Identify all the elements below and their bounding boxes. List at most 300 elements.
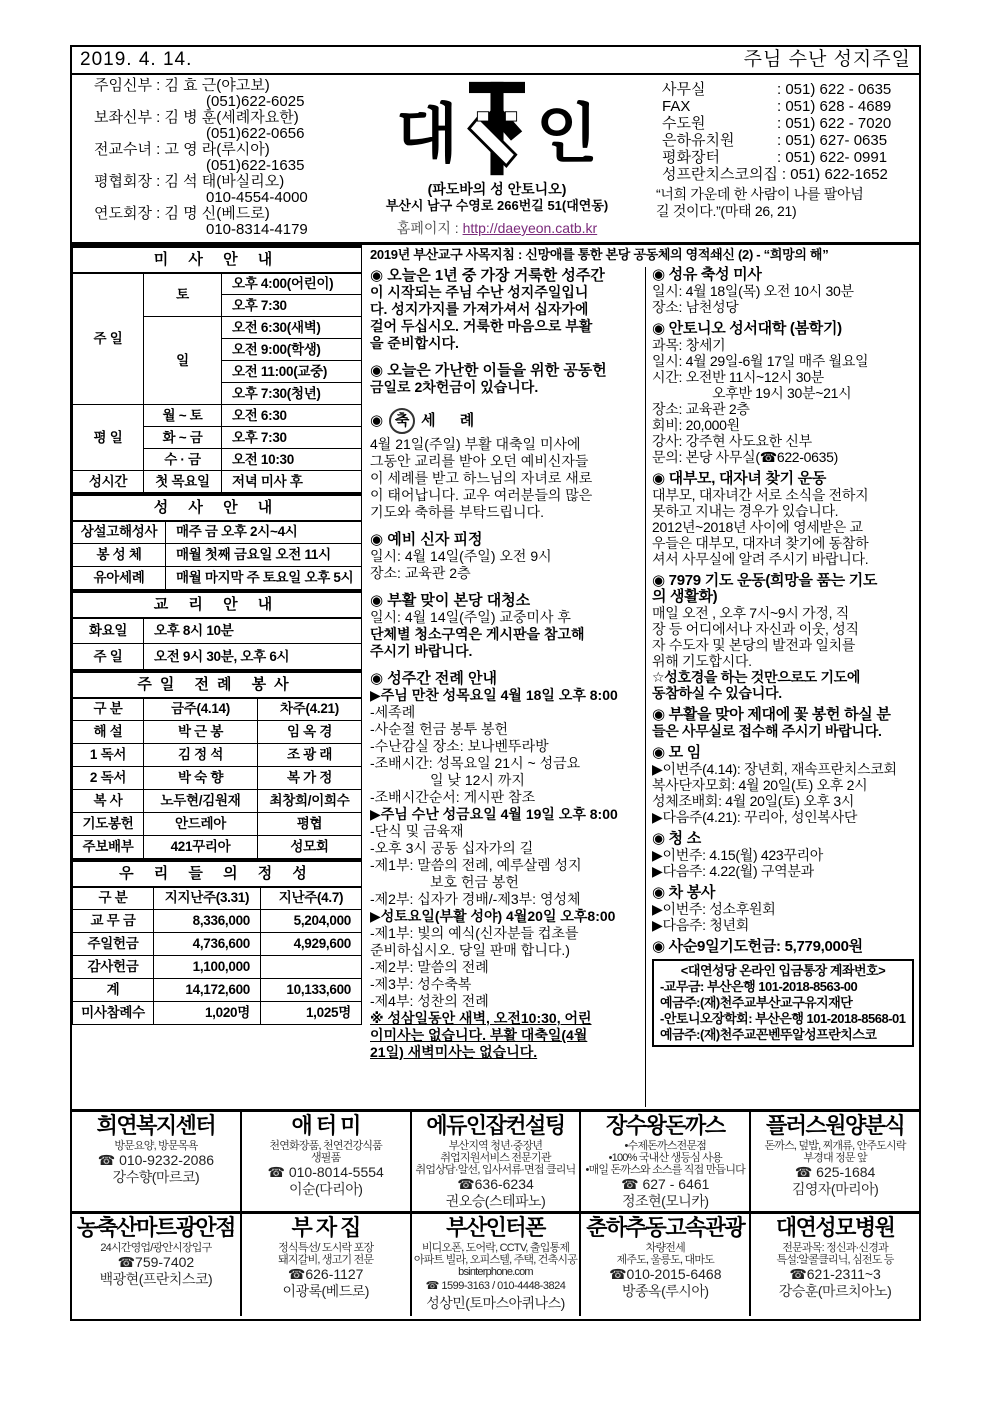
- saturday-label: 토: [144, 273, 222, 317]
- liturgy-title: 주일 전례 봉사: [73, 672, 362, 698]
- clergy-role: 보좌신부 :: [94, 109, 165, 126]
- pastoral-guideline-banner: 2019년 부산교구 사목지침 : 신망애를 통한 본당 공동체의 영적쇄신 (2) - “희망의 해”: [370, 247, 829, 262]
- announcement-line: ◉ 부활을 맞아 제대에 꽃 봉헌 하실 분: [652, 706, 891, 723]
- announcement: [652, 885, 914, 933]
- ad-line: 천연화장품, 천연건강식품: [269, 1140, 382, 1152]
- sacraments-table: [72, 493, 362, 590]
- ad-phone: ☎ 625-1684: [794, 1164, 876, 1180]
- ad-row: [72, 1112, 919, 1214]
- announcement-line: -제1부: 말씀의 전례, 예루살렘 성지: [370, 857, 582, 873]
- row-value: 매월 마지막 주 토요일 오후 5시: [166, 567, 362, 590]
- announcement-line: 그동안 교리를 받아 오던 예비신자들: [370, 453, 589, 469]
- table-cell: 기도봉헌: [73, 813, 144, 836]
- sunday-label: 주 일: [73, 273, 144, 405]
- ad-line: 특설:알콜클리닉, 심전도 등: [776, 1254, 894, 1266]
- ad-phone: ☎759-7402: [117, 1254, 195, 1270]
- announcement-line: -조배시간순서: 게시판 참조: [370, 789, 536, 805]
- announcement: [652, 745, 914, 825]
- ad-phone: ☎636-6234: [457, 1176, 534, 1192]
- announcement-line: 다. 성지가지를 가져가셔서 십자가에: [370, 301, 589, 317]
- announcement: [652, 267, 914, 315]
- contact-label: 수도원: [662, 115, 706, 132]
- announcement-line: 동참하실 수 있습니다.: [652, 685, 782, 701]
- clergy-name: 고 영 라(루시아): [164, 141, 270, 158]
- announcement-line: 이 세례를 받고 하느님의 자녀로 새로: [370, 470, 593, 486]
- ad-name: 농축산마트광안점: [76, 1215, 235, 1240]
- announcement-line: ◉ 성유 축성 미사: [652, 266, 762, 283]
- mass-time: 오전 6:30: [222, 405, 362, 427]
- announcement-line: 을 준비합시다.: [370, 335, 459, 351]
- announcement-line: 자 수도자 및 본당의 발전과 일치를: [652, 637, 856, 653]
- weekday-range: 수 · 금: [144, 449, 222, 471]
- announcement: [370, 592, 641, 660]
- announcement-line: ▶이번주: 성소후원회: [652, 901, 776, 917]
- announcement-line: 대부모, 대자녀간 서로 소식을 전하지: [652, 487, 869, 503]
- table-cell: 5,204,000: [261, 910, 362, 933]
- mass-time: 오후 7:30(청년): [222, 383, 362, 405]
- weekday-range: 월 ~ 토: [144, 405, 222, 427]
- announcement-line: 과목: 창세기: [652, 337, 726, 353]
- announcement-line: ▶이번주(4.14): 장년회, 재속프란치스코회: [652, 761, 897, 777]
- table-cell: 지난주(4.7): [261, 887, 362, 910]
- holy-hour-time: 저녁 미사 후: [222, 471, 362, 493]
- sponsor-ad: [751, 1214, 919, 1316]
- table-cell: 박 숙 향: [144, 767, 258, 790]
- announcement: [652, 471, 914, 567]
- announcement-line: ▶다음주: 청년회: [652, 917, 749, 933]
- contact-number: : 051) 628 - 4689: [777, 98, 892, 115]
- mass-title: 미 사 안 내: [73, 247, 362, 273]
- announcement-line: 시간: 오전반 11시~12시 30분: [652, 369, 824, 385]
- announcement-line: 금일로 2차헌금이 있습니다.: [370, 379, 539, 395]
- clergy-name: 김 효 근(야고보): [164, 77, 270, 94]
- cross-knot-icon: [464, 80, 530, 178]
- announcement-line: -단식 및 금육재: [370, 823, 464, 839]
- sponsor-ad: [412, 1214, 582, 1316]
- ad-name: 대연성모병원: [775, 1215, 895, 1240]
- announcement-line: ◉ 예비 신자 피정: [370, 531, 483, 548]
- contact-row: [662, 81, 914, 98]
- sponsor-ad: [581, 1112, 751, 1211]
- table-row: [73, 698, 362, 721]
- date-bar: [72, 47, 919, 75]
- announcement-line: 21일) 새벽미사는 없습니다.: [370, 1044, 538, 1060]
- announcement: [370, 362, 641, 396]
- announcement-line: ◉ 모 임: [652, 744, 701, 761]
- sacraments-title: 성 사 안 내: [73, 495, 362, 521]
- announcement-line: 주시기 바랍니다.: [370, 643, 473, 659]
- ad-line: •수제돈까스전문점: [624, 1140, 707, 1152]
- parish-logo: [372, 79, 622, 237]
- announcement-line: 일시: 4월 14일(주일) 교중미사 후: [370, 609, 571, 625]
- table-row: [73, 933, 362, 956]
- ad-owner: 이순(다리아): [288, 1181, 363, 1197]
- row-label: 주 일: [73, 644, 144, 670]
- announcement-line: 위해 기도합시다.: [652, 653, 752, 669]
- bank-account-box: [652, 959, 914, 1047]
- table-cell: 미사참례수: [73, 1002, 154, 1025]
- account-title: <대연성당 온라인 입금통장 계좌번호>: [680, 963, 886, 978]
- masthead: [72, 75, 919, 245]
- table-row: [73, 813, 362, 836]
- announcement-line: 성체조배회: 4월 20일(토) 오후 3시: [652, 793, 855, 809]
- contact-row: [662, 149, 914, 166]
- table-row: [73, 521, 362, 544]
- ad-owner: 권오승(스테파노): [445, 1193, 546, 1209]
- contact-list: [656, 81, 914, 220]
- table-cell: 1,025명: [261, 1002, 362, 1025]
- clergy-phone: 010-4554-4000: [206, 189, 308, 206]
- table-cell: 2 독서: [73, 767, 144, 790]
- contact-label: 성프란치스코의집: [662, 166, 778, 183]
- catechism-title: 교 리 안 내: [73, 592, 362, 618]
- row-value: 오전 9시 30분, 오후 6시: [144, 644, 362, 670]
- clergy-role: 연도회장 :: [94, 205, 165, 222]
- announcement-line: 2012년~2018년 사이에 영세받은 교: [652, 519, 863, 535]
- ad-line: 부경대 정문 앞: [803, 1152, 867, 1164]
- announcement-line: 일시: 4월 29일-6월 17일 매주 월요일: [652, 353, 869, 369]
- logo-char-right: 인: [536, 98, 598, 170]
- clergy-entry: [94, 78, 308, 94]
- clergy-role: 전교수녀 :: [94, 141, 165, 158]
- ad-owner: 방종옥(루시아): [622, 1283, 709, 1299]
- ad-line: 취업상담·알선, 입사서류·면접 클리닉: [415, 1164, 576, 1176]
- announcement-line: ◉ 청 소: [652, 830, 701, 847]
- announcement-line: 이미사는 없습니다. 부활 대축일(4월: [370, 1027, 588, 1043]
- announcement-line: 장 등 어디에서나 자신과 이웃, 성직: [652, 621, 859, 637]
- announcement-line: ◉ 성주간 전례 안내: [370, 670, 498, 687]
- announcement-line: 일시: 4월 14일(주일) 오전 9시: [370, 548, 552, 564]
- announcement-line: ▶다음주(4.21): 꾸리아, 성인복사단: [652, 809, 858, 825]
- table-cell: 1 독서: [73, 744, 144, 767]
- ad-line: 아파트 빌라, 오피스텔, 주택, 건축시공: [413, 1254, 578, 1266]
- ad-phone: ☎ 010-9232-2086: [97, 1152, 215, 1168]
- announcement-line: ◉ 사순9일기도헌금: 5,779,000원: [652, 938, 863, 955]
- logo-char-left: 대: [396, 98, 458, 170]
- ad-owner: 성상민(토마스아퀴나스): [426, 1295, 565, 1311]
- contact-number: : 051) 627- 0635: [777, 132, 888, 149]
- table-row: [73, 887, 362, 910]
- announcement-line: 오후반 19시 30분~21시: [712, 385, 852, 401]
- ad-line: 제주도, 울릉도, 대마도: [616, 1254, 715, 1266]
- account-line: -안토니오장학회: 부산은행 101-2018-8568-01: [660, 1011, 906, 1026]
- ad-line: 비디오폰, 도어락, CCTV, 출입통제: [421, 1242, 570, 1254]
- ad-owner: 정조현(모니카): [622, 1193, 709, 1209]
- table-cell: 계: [73, 979, 154, 1002]
- row-label: 봉 성 체: [73, 544, 166, 567]
- announcement-line: ▶성토요일(부활 성야) 4월20일 오후8:00: [370, 908, 616, 924]
- ad-name: 춘하추동고속관광: [586, 1215, 745, 1240]
- table-cell: 김 정 석: [144, 744, 258, 767]
- ad-phone: ☎ 627 - 6461: [621, 1176, 710, 1192]
- table-cell: 해 설: [73, 721, 144, 744]
- announcement-line: ◉ 오늘은 1년 중 가장 거룩한 성주간: [370, 267, 605, 284]
- contact-label: 사무실: [662, 81, 706, 98]
- mass-time: 오후 7:30: [222, 295, 362, 317]
- announcement-line: 의 생활화): [652, 588, 718, 605]
- weekday-range: 화 ~ 금: [144, 427, 222, 449]
- announcement-line: -조배시간: 성목요일 21시 ~ 성금요: [370, 755, 581, 771]
- contact-row: [662, 115, 914, 132]
- table-cell: 복 사: [73, 790, 144, 813]
- clergy-phone: (051)622-0656: [206, 125, 305, 142]
- table-cell: 10,133,600: [261, 979, 362, 1002]
- table-cell: 1,020명: [154, 1002, 261, 1025]
- sponsor-ad: [412, 1112, 582, 1211]
- announcement-line: 문의: 본당 사무실(☎622-0635): [652, 449, 838, 465]
- row-value: 매주 금 오후 2시~4시: [166, 521, 362, 544]
- clergy-name: 김 석 태(바실리오): [164, 173, 285, 190]
- announcement-line: 단체별 청소구역은 게시판을 참고해: [370, 626, 585, 642]
- clergy-entry: [94, 206, 308, 222]
- clergy-name: 김 병 훈(세례자요한): [164, 109, 299, 126]
- announcement-line: ▶다음주: 4.22(월) 구역분과: [652, 863, 814, 879]
- ad-phone: ☎ 010-8014-5554: [267, 1164, 384, 1180]
- bulletin-date: 2019. 4. 14.: [80, 49, 193, 70]
- ad-line: 차량전세: [645, 1242, 685, 1254]
- announcement: [652, 939, 914, 955]
- announcement-line: ◉ 차 봉사: [652, 884, 716, 901]
- table-row: [73, 910, 362, 933]
- announcement-line: 장소: 교육관 2층: [370, 565, 471, 581]
- ad-line: 정식특선/ 도시락 포장: [278, 1242, 374, 1254]
- mass-time: 오전 9:00(학생): [222, 339, 362, 361]
- table-row: [73, 544, 362, 567]
- patron-saint: (파도바의 성 안토니오): [427, 181, 567, 197]
- announcement-line: 복사단자모회: 4월 20일(토) 오후 2시: [652, 777, 868, 793]
- scripture-quote: [656, 186, 914, 220]
- ad-owner: 김영자(마리아): [791, 1181, 879, 1197]
- announcement-line: ☆성호경을 하는 것만으로도 기도에: [652, 669, 861, 685]
- ad-phone: ☎010-2015-6468: [609, 1266, 722, 1282]
- ad-name: 에듀인잡컨설팅: [426, 1113, 565, 1138]
- table-row: [73, 567, 362, 590]
- ad-name: 애 터 미: [291, 1113, 360, 1138]
- clergy-entry: [94, 142, 308, 158]
- announcement-line: 준비하십시오. 당일 판매 합니다.): [370, 942, 570, 958]
- announcement-line: 못하고 지내는 경우가 있습니다.: [652, 503, 839, 519]
- table-cell: 안드레아: [144, 813, 258, 836]
- schedule-tables: [72, 245, 364, 1025]
- ad-line: bsinterphone.com: [458, 1266, 533, 1278]
- logo-mark: [372, 79, 622, 179]
- mass-time: 오후 4:00(어린이): [222, 273, 362, 295]
- announcement-line: 회비: 20,000원: [652, 417, 740, 433]
- contact-row: [662, 98, 914, 115]
- sponsor-ad: [242, 1112, 412, 1211]
- table-cell: 차주(4.21): [258, 698, 362, 721]
- table-row: [73, 836, 362, 859]
- holy-hour-label: 성시간: [73, 471, 144, 493]
- table-cell: 임 옥 경: [258, 721, 362, 744]
- table-cell: 4,929,600: [261, 933, 362, 956]
- contact-row: [662, 166, 914, 183]
- table-cell: 복 가 정: [258, 767, 362, 790]
- ad-line: 취업지원서비스 전문기관: [440, 1152, 551, 1164]
- row-label: 화요일: [73, 618, 144, 644]
- ad-owner: 강수향(마르코): [112, 1169, 200, 1185]
- row-value: 매월 첫째 금요일 오전 11시: [166, 544, 362, 567]
- table-cell: 구 분: [73, 698, 144, 721]
- table-cell: 1,100,000: [154, 956, 261, 979]
- announcement: [652, 831, 914, 879]
- table-cell: 421꾸리아: [144, 836, 258, 859]
- announcement-line: 보호 헌금 봉헌: [430, 874, 519, 890]
- clergy-phone: 010-8314-4179: [206, 221, 308, 238]
- table-row: [73, 956, 362, 979]
- announcement-line: -제2부: 십자가 경배/-제3부: 영성체: [370, 891, 581, 907]
- clergy-phone: (051)622-6025: [206, 93, 305, 110]
- liturgical-title: 주님 수난 성지주일: [743, 49, 911, 70]
- announcement-line: 들은 사무실로 접수해 주시기 바랍니다.: [652, 723, 882, 739]
- announcement-line: 일시: 4월 18일(목) 오전 10시 30분: [652, 283, 854, 299]
- contact-number: : 051) 622- 0991: [777, 149, 888, 166]
- table-cell: 조 광 래: [258, 744, 362, 767]
- announcement-line: ◉ 안토니오 성서대학 (봄학기): [652, 320, 842, 337]
- announcement: [370, 670, 641, 1061]
- ad-name: 희연복지센터: [96, 1113, 216, 1138]
- sponsor-ad: [72, 1214, 242, 1316]
- ad-name: 플러스원양분식: [765, 1113, 905, 1138]
- quote-line: 길 것이다.”(마태 26, 21): [656, 203, 797, 219]
- clergy-entry: [94, 110, 308, 126]
- ad-line: •매일 돈까스와 소스를 직접 만듭니다: [585, 1164, 746, 1176]
- contact-row: [662, 132, 914, 149]
- sunday-day-label: 일: [144, 317, 222, 405]
- ad-owner: 백광현(프란치스코): [99, 1271, 213, 1287]
- table-cell: 성모회: [258, 836, 362, 859]
- announcement-line: 장소: 남천성당: [652, 299, 739, 315]
- ad-line: 방문요양, 방문목욕: [114, 1140, 198, 1152]
- ad-phone: ☎626-1127: [287, 1266, 364, 1282]
- mass-time: 오전 10:30: [222, 449, 362, 471]
- parish-address: 부산시 남구 수영로 266번길 51(대연동): [385, 198, 609, 213]
- contact-label: 평화장터: [662, 149, 720, 166]
- bulletin-page: [70, 45, 921, 1321]
- table-row: [73, 721, 362, 744]
- quote-line: “너희 가운데 한 사람이 나를 팔아넘: [656, 186, 864, 202]
- table-cell: 교 무 금: [73, 910, 154, 933]
- contact-label: 은하유치원: [662, 132, 735, 149]
- table-row: [73, 1002, 362, 1025]
- clergy-phone: (051)622-1635: [206, 157, 305, 174]
- sponsor-ads: [72, 1109, 919, 1319]
- announcement-line: 일 낮 12시 까지: [430, 772, 525, 788]
- clergy-role: 주임신부 :: [94, 77, 165, 94]
- table-cell: 8,336,000: [154, 910, 261, 933]
- table-cell: 최창희/이희수: [258, 790, 362, 813]
- offering-table: [72, 859, 362, 1025]
- clergy-entry: [94, 174, 308, 190]
- announcements-right: [647, 267, 919, 1047]
- bullet-icon: ◉: [370, 412, 384, 429]
- table-cell: 평협: [258, 813, 362, 836]
- ad-phone: ☎ 1599-3163 / 010-4448-3824: [425, 1280, 566, 1292]
- announcement: [370, 406, 641, 521]
- mass-time: 오전 11:00(교중): [222, 361, 362, 383]
- account-line: 예금주:(재)천주교꼰벤뚜알성프란치스코: [660, 1027, 877, 1042]
- announcement: [652, 573, 914, 701]
- ad-phone: ☎621-2311~3: [789, 1266, 881, 1282]
- ad-line: 돈까스, 덮밥, 찌개류, 안주도시락: [764, 1140, 906, 1152]
- account-line: 예금주:(재)천주교부산교구유지재단: [660, 995, 853, 1010]
- table-row: [73, 618, 362, 644]
- table-cell: 박 근 봉: [144, 721, 258, 744]
- table-row: [73, 644, 362, 670]
- table-row: [73, 979, 362, 1002]
- mass-schedule-table: [72, 245, 362, 493]
- table-row: [73, 744, 362, 767]
- contact-number: : 051) 622 - 0635: [777, 81, 892, 98]
- announcement-line: ▶주님 만찬 성목요일 4월 18일 오후 8:00: [370, 687, 618, 703]
- ad-row: [72, 1214, 919, 1316]
- sponsor-ad: [581, 1214, 751, 1316]
- ad-line: 돼지갈비, 생고기 전문: [278, 1254, 374, 1266]
- announcements-middle: [366, 267, 646, 1107]
- homepage-link[interactable]: http://daeyeon.catb.kr: [462, 220, 598, 236]
- table-cell: 4,736,600: [154, 933, 261, 956]
- congratulations-badge-icon: 축: [389, 408, 415, 434]
- announcement-line: ◉ 7979 기도 운동(희망을 품는 기도: [652, 572, 878, 589]
- announcement: [370, 267, 641, 352]
- ad-owner: 이광록(베드로): [282, 1283, 369, 1299]
- announcement-line: -세족례: [370, 704, 416, 720]
- table-cell: 지지난주(3.31): [154, 887, 261, 910]
- table-cell: 노두현/김원재: [144, 790, 258, 813]
- holy-hour-day: 첫 목요일: [144, 471, 222, 493]
- announcement-line: -제1부: 빛의 예식(신자분들 컵초를: [370, 925, 579, 941]
- announcement-line: -수난감실 장소: 보나벤뚜라방: [370, 738, 549, 754]
- ad-line: 24시간영업/광안시장입구: [100, 1242, 212, 1254]
- announcement-line: -제3부: 성수축복: [370, 976, 472, 992]
- homepage: [372, 220, 622, 237]
- row-value: 오후 8시 10분: [144, 618, 362, 644]
- sponsor-ad: [242, 1214, 412, 1316]
- clergy-list: [94, 78, 308, 238]
- announcement-title: [370, 406, 641, 436]
- table-cell: 구 분: [73, 887, 154, 910]
- announcement-line: 걸어 두십시오. 거룩한 마음으로 부활: [370, 318, 593, 334]
- account-line: -교무금: 부산은행 101-2018-8563-00: [660, 979, 858, 994]
- announcement-line: 우들은 대부모, 대자녀 찾기에 동참하: [652, 535, 869, 551]
- announcement-line: ※ 성삼일동안 새벽, 오전10:30, 어린: [370, 1010, 592, 1026]
- liturgy-service-table: [72, 670, 362, 859]
- weekday-label: 평 일: [73, 405, 144, 471]
- table-cell: 금주(4.14): [144, 698, 258, 721]
- announcement-line: 셔서 사무실에 알려 주시기 바랍니다.: [652, 551, 869, 567]
- announcement-line: ◉ 부활 맞이 본당 대청소: [370, 592, 531, 609]
- contact-number: : 051) 622-1652: [781, 166, 888, 183]
- clergy-name: 김 명 신(베드로): [164, 205, 270, 222]
- announcement-line: 4월 21일(주일) 부활 대축일 미사에: [370, 436, 581, 452]
- sponsor-ad: [751, 1112, 919, 1211]
- announcement-line: 이 시작되는 주님 수난 성지주일입니: [370, 284, 589, 300]
- announcement-line: ▶주님 수난 성금요일 4월 19일 오후 8:00: [370, 806, 618, 822]
- announcement-line: 매일 오전 , 오후 7시~9시 가정, 직: [652, 605, 850, 621]
- announcement: [370, 531, 641, 582]
- contact-label: FAX: [662, 98, 691, 115]
- table-cell: 14,172,600: [154, 979, 261, 1002]
- ad-owner: 강승훈(마르치아노): [778, 1283, 892, 1299]
- mass-time: 오후 7:30: [222, 427, 362, 449]
- contact-number: : 051) 622 - 7020: [777, 115, 892, 132]
- catechism-table: [72, 590, 362, 670]
- announcement-line: ◉ 오늘은 가난한 이들을 위한 공동헌: [370, 362, 607, 379]
- offering-title: 우 리 들 의 정 성: [73, 861, 362, 887]
- title-text: 세 례: [421, 412, 485, 429]
- announcement-line: ◉ 대부모, 대자녀 찾기 운동: [652, 470, 827, 487]
- announcement-line: ▶이번주: 4.15(월) 423꾸리아: [652, 847, 824, 863]
